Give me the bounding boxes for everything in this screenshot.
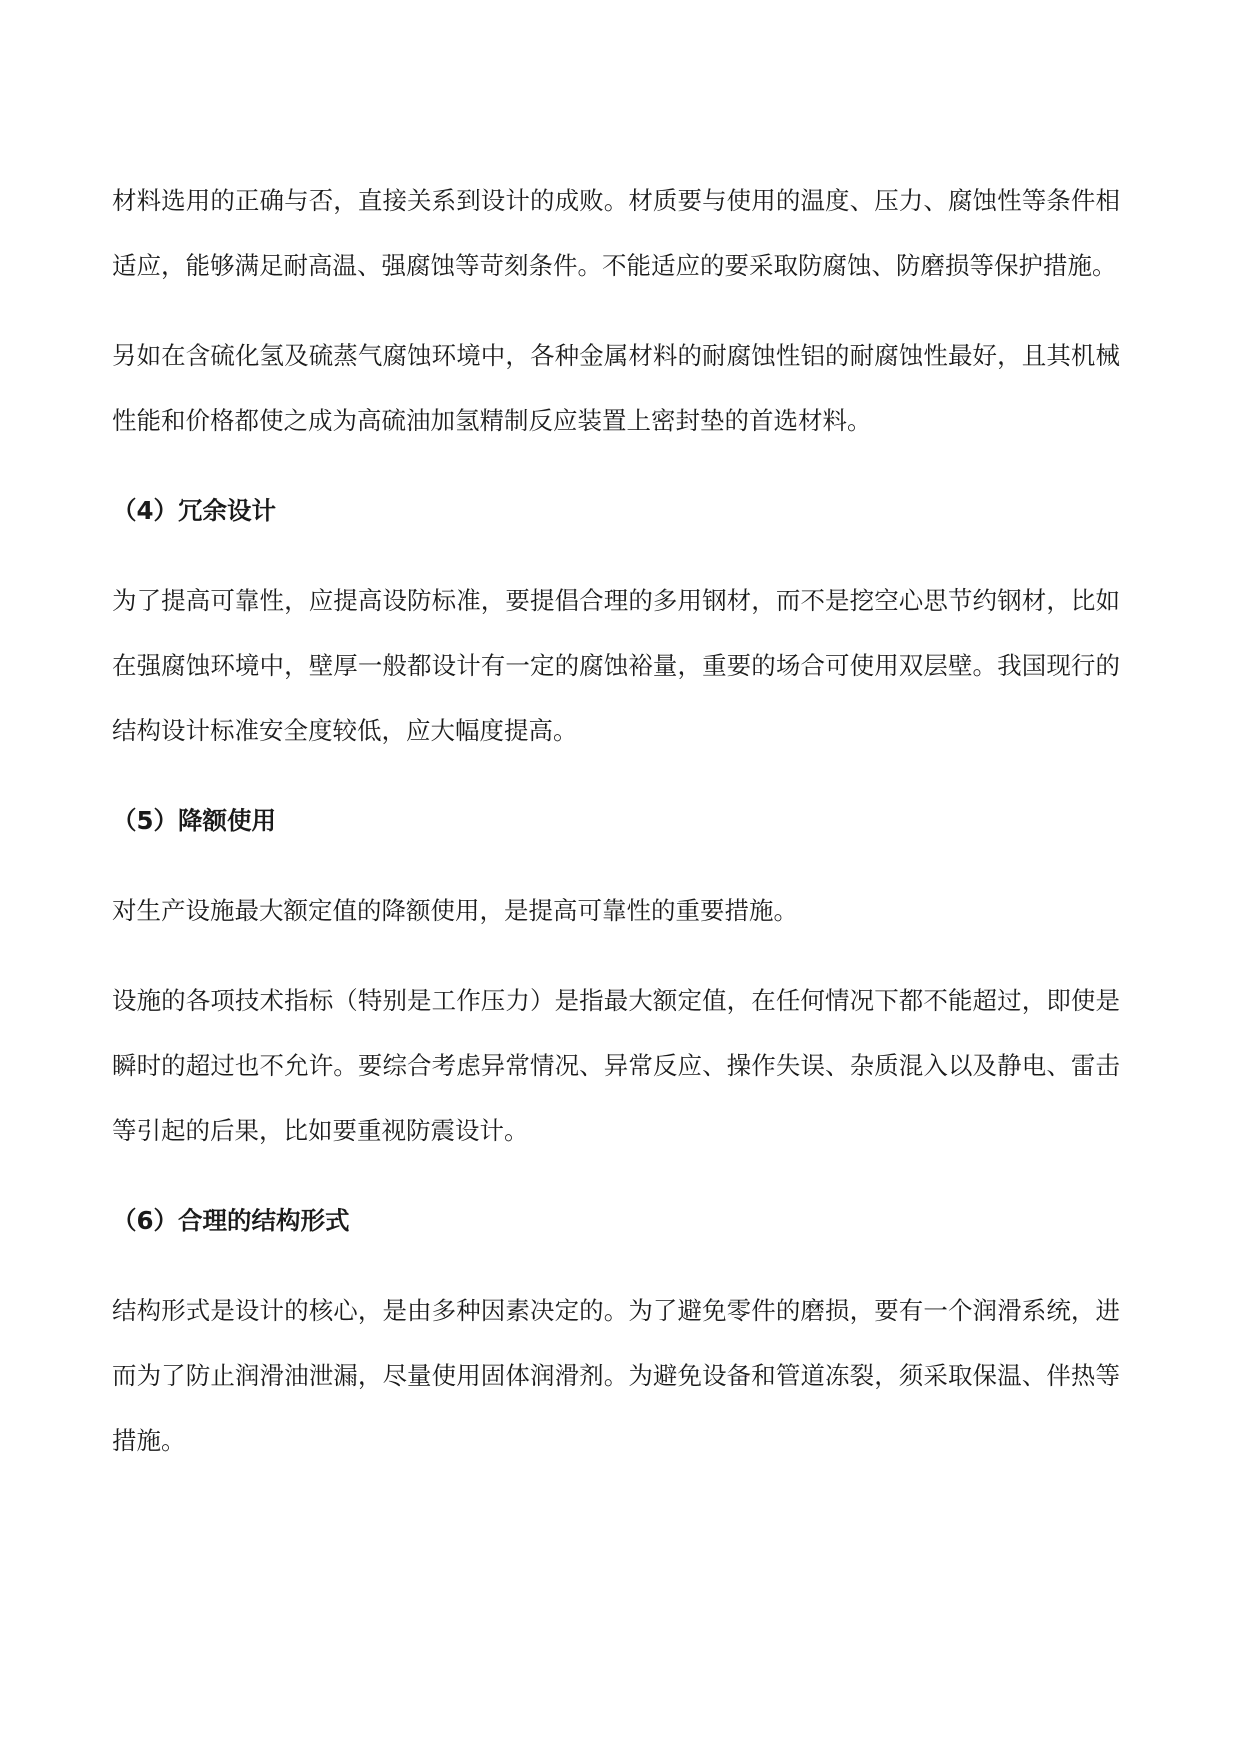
paragraph-gap [112,763,1120,788]
section-heading-derating: （5）降额使用 [112,806,277,835]
paragraph-gap [112,453,1120,478]
paragraph-max-rating: 设施的各项技术指标（特别是工作压力）是指最大额定值，在任何情况下都不能超过，即使是瞬时的超过也不允许。要综合考虑异常情况、异常反应、操作失误、杂质混入以及静电、雷击等引起的后果，比如要重视防震设计。 [112,986,1120,1145]
paragraph-redundancy: 为了提高可靠性，应提高设防标准，要提倡合理的多用钢材，而不是挖空心思节约钢材，比如在强腐蚀环境中，壁厚一般都设计有一定的腐蚀裕量，重要的场合可使用双层壁。我国现行的结构设计标准安全度较低，应大幅度提高。 [112,586,1120,745]
paragraph-gap [112,943,1120,968]
paragraph-gap [112,298,1120,323]
paragraph-derating: 对生产设施最大额定值的降额使用，是提高可靠性的重要措施。 [112,896,798,925]
paragraph-structure: 结构形式是设计的核心，是由多种因素决定的。为了避免零件的磨损，要有一个润滑系统，进而为了防止润滑油泄漏，尽量使用固体润滑剂。为避免设备和管道冻裂，须采取保温、伴热等措施。 [112,1296,1120,1455]
paragraph-gap [112,1253,1120,1278]
paragraph-material-selection: 材料选用的正确与否，直接关系到设计的成败。材质要与使用的温度、压力、腐蚀性等条件相适应，能够满足耐高温、强腐蚀等苛刻条件。不能适应的要采取防腐蚀、防磨损等保护措施。 [112,186,1120,280]
section-heading-redundancy: （4）冗余设计 [112,496,277,525]
paragraph-gap [112,543,1120,568]
paragraph-aluminum-corrosion: 另如在含硫化氢及硫蒸气腐蚀环境中，各种金属材料的耐腐蚀性铝的耐腐蚀性最好，且其机械性能和价格都使之成为高硫油加氢精制反应装置上密封垫的首选材料。 [112,341,1120,435]
paragraph-gap [112,1163,1120,1188]
paragraph-gap [112,853,1120,878]
section-heading-structure: （6）合理的结构形式 [112,1206,350,1235]
document-body [112,168,1120,1473]
